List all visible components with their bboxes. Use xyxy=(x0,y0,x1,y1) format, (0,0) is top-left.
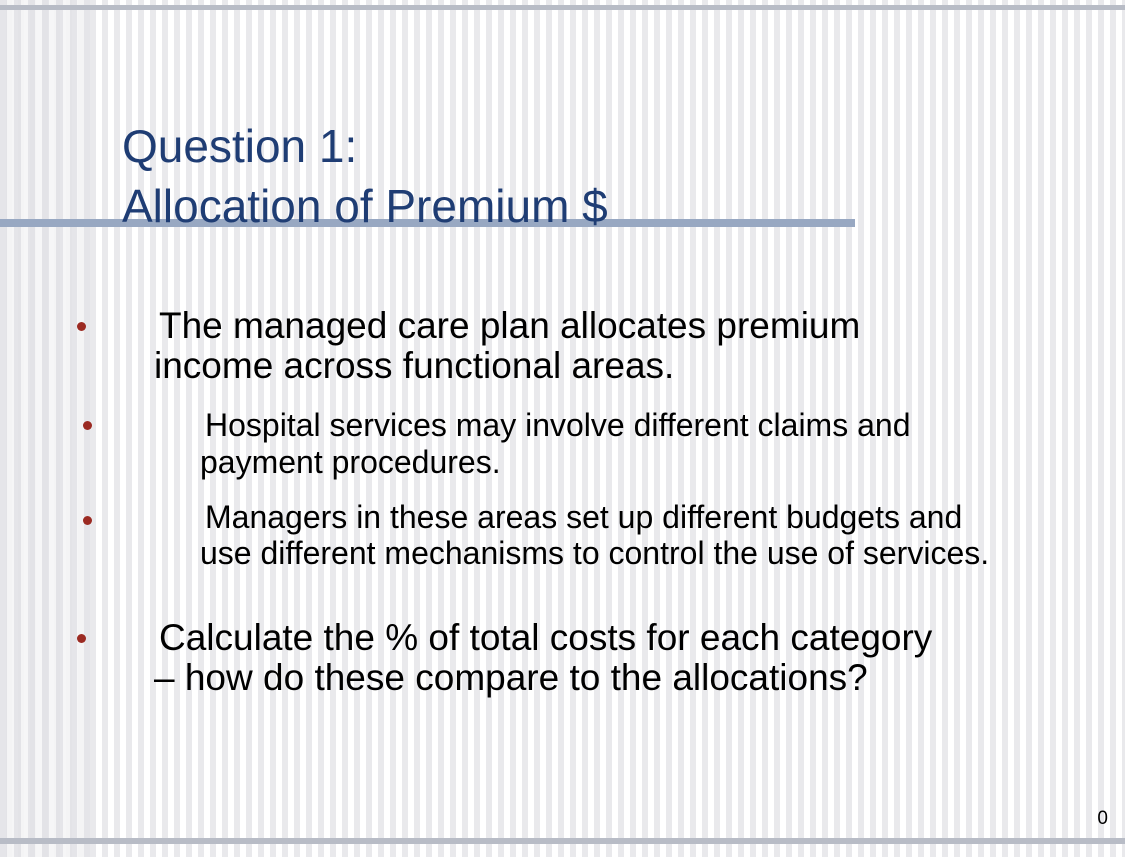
bullet-text-4: Calculate the % of total costs for each category – how do these compare to the allocations? xyxy=(154,617,933,698)
bullet-icon xyxy=(77,634,86,643)
slide-title xyxy=(122,116,608,236)
bullet-icon xyxy=(83,421,92,430)
slide-title-line-2: Allocation of Premium $ xyxy=(122,180,608,232)
bullet-text-3: Managers in these areas set up different budgets and use different mechanisms to control the use of services. xyxy=(200,499,990,571)
bullet-text-2: Hospital services may involve different claims and payment procedures. xyxy=(200,407,911,480)
slide-title-line-1: Question 1: xyxy=(122,120,358,172)
top-rule xyxy=(0,5,1125,10)
left-stripe-decoration xyxy=(0,0,90,857)
bottom-rule xyxy=(0,838,1125,844)
bullet-text-1: The managed care plan allocates premium income across functional areas. xyxy=(154,305,861,386)
bullet-icon xyxy=(77,322,86,331)
bullet-icon xyxy=(83,516,92,525)
page-number: 0 xyxy=(1097,808,1108,829)
